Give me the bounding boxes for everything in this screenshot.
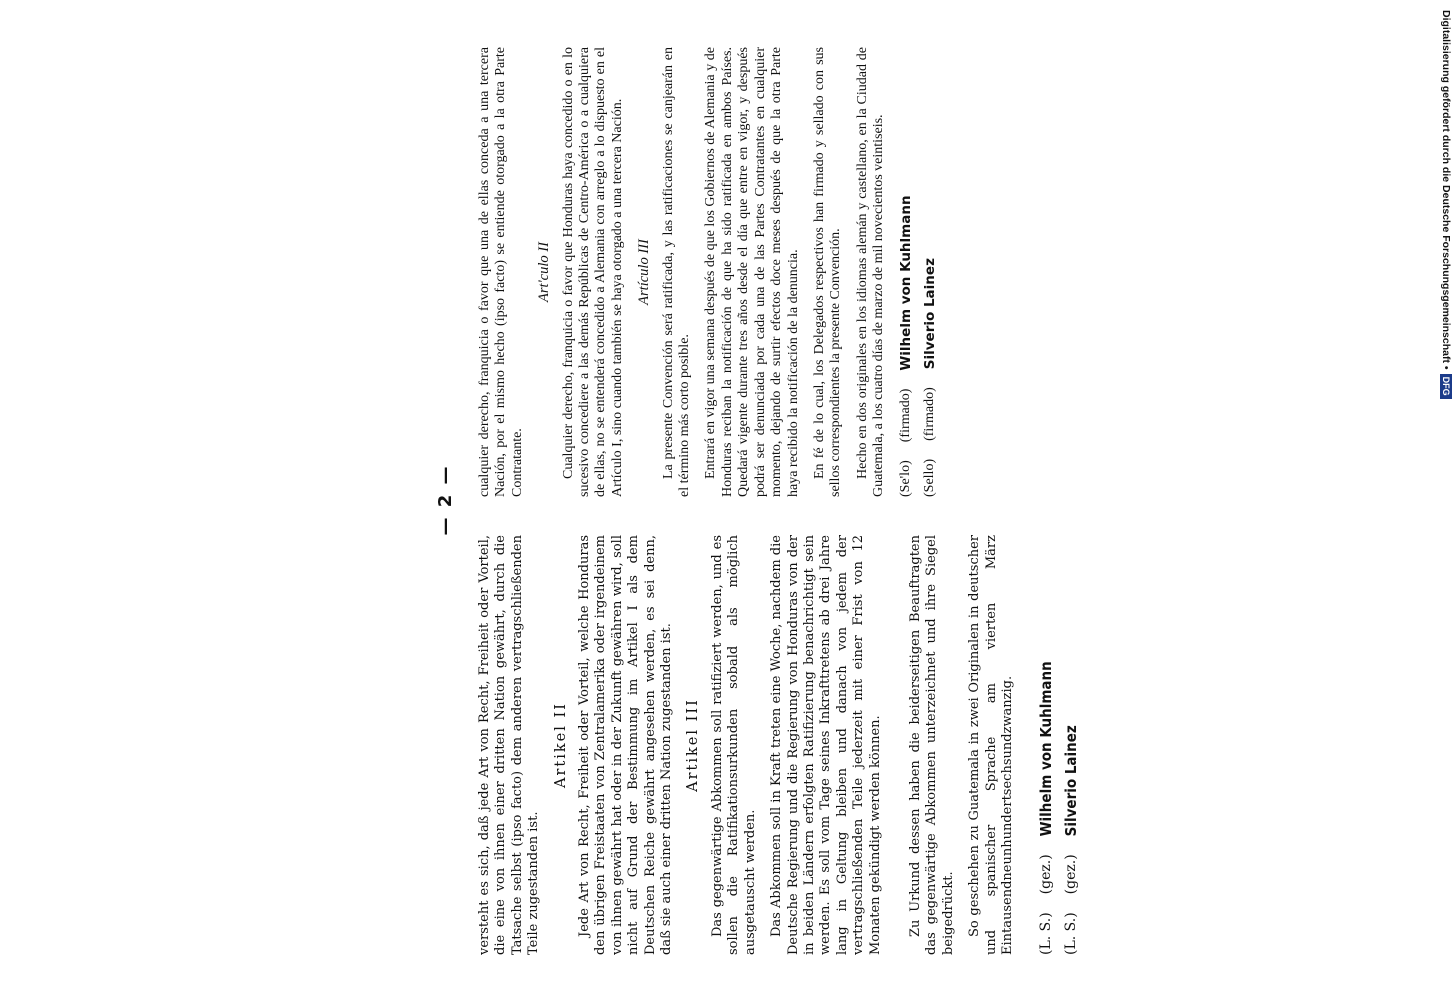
german-intro: versteht es sich, daß jede Art von Recht, Freiheit oder Vorteil, die eine von ihnen einer dritten Nation gewährt, durch die Tatsache selbst (ipso facto) dem anderen vertragschließenden Teile zugestanden ist. (477, 535, 542, 955)
spanish-article-2-title: Art'culo II (536, 242, 553, 302)
spanish-intro: cualquier derecho, franquicia o favor que una de ellas conceda a una tercera Nación, por el mismo hecho (ipso facto) se entiende otorgado a la otra Parte Contratante. (477, 47, 525, 497)
signatory-name: Wilhelm von Kuhlmann (1037, 661, 1056, 837)
german-article-3-para-2: Das Abkommen soll in Kraft treten eine Woche, nachdem die Deutsche Regierung und die Regierung von Honduras von der in beiden Ländern erfolgten Ratifizierung benachrichtigt sein werden. Es soll vom Tage seines Inkrafttretens ab drei Jahre lang in Geltung bleiben und danach von jedem der vertragschließenden Teile jederzeit mit einer Frist von 12 Monaten gekündigt werden können. (769, 535, 883, 955)
spanish-done-clause: Hecho en dos originales en los idiomas alemán y castellano, en la Ciudad de Guatemala, a los cuatro días de marzo de mil novecientos veintiseis. (854, 47, 887, 497)
seal-label: (Se'lo) (897, 460, 913, 497)
german-article-2-title: Artikel II (552, 702, 569, 788)
spanish-article-3-para-2: Entrará en vigor una semana después de que los Gobiernos de Alemania y de Honduras reciban la notificación de que ha sido ratificada en ambos Países. Quedará vigente durante tres años desde el día que entre en vigor, y después podrá ser denunciada por cada una de las Partes Contratantes en cualquier momento, dejando de surtir efectos doce meses después de que la otra Parte haya recibido la notificación de la denuncia. (703, 47, 801, 497)
spanish-column (477, 47, 946, 497)
spanish-witness-clause: En fé de lo cual, los Delegados respectivos han firmado y sellado con sus sellos correspondientes la presente Convención. (811, 47, 844, 497)
spanish-signature-1 (898, 47, 914, 497)
seal-label: (L. S.) (1062, 912, 1079, 955)
spanish-article-3-para-1: La presente Convención será ratificada, y las ratificaciones se canjearán en el término más corto posible. (660, 47, 693, 497)
seal-label: (L. S.) (1038, 912, 1055, 955)
german-signature-2 (1063, 535, 1079, 955)
signatory-name: Silverio Lainez (1061, 725, 1080, 837)
page-number: — 2 — (435, 464, 456, 536)
german-article-2-text: Jede Art von Recht, Freiheit oder Vorteil, welche Honduras den übrigen Freistaaten von Zentralamerika oder irgendeinem von ihnen gewährt hat oder in der Zukunft gewähren wird, soll nicht auf Grund der Bestimmung im Artikel I als dem Deutschen Reiche gewährt angesehen werden, es sei denn, daß sie auch einer dritten Nation zugestanden ist. (577, 535, 675, 955)
german-article-3-title: Artikel III (685, 698, 702, 792)
signatory-name: Silverio Lainez (921, 258, 938, 370)
german-signature-1 (1038, 535, 1054, 955)
german-done-clause: So geschehen zu Guatemala in zwei Originalen in deutscher und spanischer Sprache am vierten März Eintausendneunhundertsechsundzwanzig. (967, 535, 1015, 955)
signed-mark: (firmado) (897, 388, 913, 443)
german-witness-clause: Zu Urkund dessen haben die beiderseitigen Beauftragten das gegenwärtige Abkommen unterzeichnet und ihre Siegel beigedrückt. (907, 535, 956, 955)
spanish-article-2-text: Cualquier derecho, franquicia o favor que Honduras haya concedido o en lo sucesivo concediere a las demás Repúblicas de Centro-América o a cualquiera de ellas, no se entenderá concedido a Alemania con arreglo a lo dispuesto en el Artículo I, sino cuando también se haya otorgado a una tercera Nación. (560, 47, 625, 497)
german-article-3-para-1: Das gegenwärtige Abkommen soll ratifiziert werden, und es sollen die Ratifikationsurkunden sobald als möglich ausgetauscht werden. (709, 535, 758, 955)
credit-text: Digitalisierung gefördert durch die Deutsche Forschungsgemeinschaft • (1440, 10, 1452, 370)
signatory-name: Wilhelm von Kuhlmann (897, 195, 914, 371)
signed-mark: (gez.) (1038, 854, 1055, 895)
digitization-credit (1440, 10, 1452, 399)
spanish-signature-2 (922, 47, 938, 497)
seal-label: (Sello) (921, 458, 937, 497)
dfg-logo: DFG (1440, 374, 1452, 399)
signed-mark: (gez.) (1062, 854, 1079, 895)
spanish-article-3-title: Artículo III (636, 239, 653, 305)
rotated-page (437, 45, 1157, 955)
signed-mark: (firmado) (921, 387, 937, 441)
german-column (477, 535, 1087, 955)
